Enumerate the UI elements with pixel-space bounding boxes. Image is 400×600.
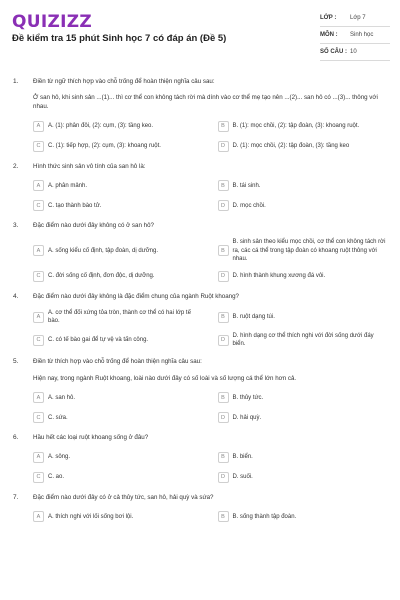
option-letter-box: D	[218, 335, 229, 346]
option-letter-box: C	[33, 412, 44, 423]
answer-option[interactable]	[218, 411, 387, 424]
option-text: A. sống kiểu cố định, tập đoàn, dị dưỡng.	[48, 247, 159, 254]
option-text: D. hải quỳ.	[232, 414, 262, 421]
answer-option[interactable]	[218, 120, 387, 133]
worksheet-meta-table	[320, 10, 390, 61]
question-item	[0, 494, 400, 523]
question-number: 7.	[13, 493, 19, 501]
option-letter-box: A	[33, 245, 44, 256]
meta-value-grade: Lớp 7	[350, 15, 366, 21]
option-text: A. (1): phân đôi, (2): cụm, (3): tầng keo.	[48, 123, 154, 130]
question-number: 5.	[13, 358, 19, 366]
option-text: C. tạo thành bào tử.	[48, 202, 102, 209]
option-letter-box: C	[33, 200, 44, 211]
option-letter-box: B	[218, 180, 229, 191]
option-text: D. suối.	[232, 474, 253, 481]
question-item	[0, 434, 400, 483]
option-text: B. sinh sản theo kiểu mọc chồi, cơ thể con không tách rời ra, các cá thể trong tập đoàn có khoang ruột thông với nhau.	[232, 239, 386, 262]
question-text: Đặc điểm nào dưới đây không có ở san hô?	[33, 222, 154, 230]
meta-row-grade	[320, 10, 390, 27]
meta-value-subject: Sinh học	[350, 32, 374, 38]
option-text: A. cơ thể đối xứng tỏa tròn, thành cơ thể có hai lớp tế bào.	[48, 310, 191, 325]
answer-option[interactable]	[33, 199, 202, 212]
option-text: A. sông.	[48, 454, 71, 461]
answer-options	[33, 179, 386, 212]
answer-option[interactable]	[218, 451, 387, 464]
question-text: Đặc điểm nào dưới đây không là đặc điểm chung của ngành Ruột khoang?	[33, 292, 239, 300]
option-letter-box: B	[218, 121, 229, 132]
question-passage: Hiện nay, trong ngành Ruột khoang, loài nào dưới đây có số loài và số lượng cá thể lớn hơn cả.	[33, 374, 297, 382]
answer-option[interactable]	[33, 471, 202, 484]
option-letter-box: C	[33, 271, 44, 282]
answer-option[interactable]	[218, 270, 387, 283]
option-text: B. biển.	[232, 454, 253, 461]
question-number: 4.	[13, 292, 19, 300]
option-letter-box: A	[33, 121, 44, 132]
question-text: Điền từ ngữ thích hợp vào chỗ trống để hoàn thiện nghĩa câu sau:	[33, 78, 215, 85]
answer-options	[33, 510, 386, 523]
option-letter-box: B	[218, 511, 229, 522]
option-letter-box: D	[218, 271, 229, 282]
option-text: C. đời sống cố định, đơn độc, dị dưỡng.	[48, 273, 155, 280]
answer-option[interactable]	[218, 238, 387, 262]
option-letter-box: D	[218, 141, 229, 152]
meta-key-grade: LỚP :	[320, 15, 337, 21]
answer-options	[33, 238, 386, 282]
option-letter-box: B	[218, 392, 229, 403]
answer-option[interactable]	[33, 179, 202, 192]
question-text: Đặc điểm nào dưới đây có ở cả thủy tức, san hô, hải quỳ và sứa?	[33, 493, 214, 501]
option-letter-box: D	[218, 472, 229, 483]
option-text: A. san hô.	[48, 394, 76, 401]
option-letter-box: C	[33, 335, 44, 346]
option-text: A. phân mảnh.	[48, 182, 88, 189]
answer-option[interactable]	[218, 510, 387, 523]
option-text: C. có tế bào gai để tự vệ và tấn công.	[48, 337, 149, 344]
option-text: B. tái sinh.	[232, 182, 261, 189]
answer-options	[33, 309, 386, 348]
answer-option[interactable]	[218, 391, 387, 404]
meta-value-count: 10	[350, 49, 357, 55]
worksheet-header	[0, 0, 400, 66]
answer-option[interactable]	[33, 451, 202, 464]
answer-option[interactable]	[218, 332, 387, 348]
question-item	[0, 163, 400, 212]
question-number: 6.	[13, 434, 19, 442]
question-item	[0, 358, 400, 424]
answer-option[interactable]	[218, 471, 387, 484]
option-text: B. thủy tức.	[232, 394, 264, 401]
option-letter-box: A	[33, 511, 44, 522]
answer-option[interactable]	[33, 309, 202, 325]
option-letter-box: B	[218, 312, 229, 323]
option-text: D. hình dạng cơ thể thích nghi với đời sống dưới đáy biển.	[232, 333, 374, 348]
answer-options	[33, 120, 386, 153]
option-text: B. sống thành tập đoàn.	[232, 513, 297, 520]
answer-option[interactable]	[33, 510, 202, 523]
option-text: A. thích nghi với lối sống bơi lội.	[48, 513, 134, 520]
meta-row-subject	[320, 27, 390, 44]
question-item	[0, 293, 400, 349]
option-text: C. (1): tiếp hợp, (2): cụm, (3): khoang ruột.	[48, 143, 161, 150]
option-letter-box: C	[33, 472, 44, 483]
option-text: D. hình thành khung xương đá vôi.	[232, 273, 326, 280]
answer-option[interactable]	[218, 199, 387, 212]
option-letter-box: A	[33, 392, 44, 403]
option-text: D. mọc chồi.	[232, 202, 266, 209]
option-text: C. sứa.	[48, 414, 68, 421]
option-letter-box: A	[33, 312, 44, 323]
answer-options	[33, 391, 386, 424]
question-passage: Ở san hô, khi sinh sản ...(1)... thì cơ thể con không tách rời mà dính vào cơ thể mẹ tạo nên ...(2)... san hô có ...(3)... thông với nhau.	[33, 94, 378, 111]
option-text: B. (1): mọc chồi, (2): tập đoàn, (3): khoang ruột.	[232, 123, 360, 130]
answer-option[interactable]	[33, 391, 202, 404]
option-letter-box: B	[218, 245, 229, 256]
answer-options	[33, 451, 386, 484]
meta-key-count: SỐ CÂU :	[320, 49, 347, 55]
answer-option[interactable]	[218, 179, 387, 192]
question-number: 2.	[13, 162, 19, 170]
question-text: Hình thức sinh sản vô tính của san hô là:	[33, 162, 146, 170]
option-letter-box: C	[33, 141, 44, 152]
question-text: Hầu hết các loại ruột khoang sống ở đâu?	[33, 434, 149, 442]
option-text: B. ruột dạng túi.	[232, 314, 275, 321]
answer-option[interactable]	[33, 238, 202, 262]
question-number: 1.	[13, 78, 19, 85]
question-item	[0, 222, 400, 283]
answer-option[interactable]	[218, 309, 387, 325]
meta-row-count	[320, 44, 390, 61]
option-text: C. ao.	[48, 474, 65, 481]
meta-key-subject: MÔN :	[320, 32, 338, 38]
option-letter-box: D	[218, 412, 229, 423]
question-item	[0, 78, 400, 153]
question-number: 3.	[13, 222, 19, 230]
worksheet-title: Đề kiểm tra 15 phút Sinh học 7 có đáp án (Đề 5)	[12, 33, 227, 44]
answer-option[interactable]	[33, 120, 202, 133]
option-text: D. (1): mọc chồi, (2): tập đoàn, (3): tầng keo	[232, 143, 350, 150]
option-letter-box: A	[33, 180, 44, 191]
option-letter-box: A	[33, 452, 44, 463]
answer-option[interactable]	[33, 332, 202, 348]
answer-option[interactable]	[33, 411, 202, 424]
answer-option[interactable]	[33, 270, 202, 283]
option-letter-box: D	[218, 200, 229, 211]
question-text: Điền từ thích hợp vào chỗ trống để hoàn thiện nghĩa câu sau:	[33, 358, 202, 366]
question-list	[0, 78, 400, 533]
answer-option[interactable]	[218, 140, 387, 153]
option-letter-box: B	[218, 452, 229, 463]
answer-option[interactable]	[33, 140, 202, 153]
quizizz-logo: QUIZIZZ	[12, 12, 92, 32]
